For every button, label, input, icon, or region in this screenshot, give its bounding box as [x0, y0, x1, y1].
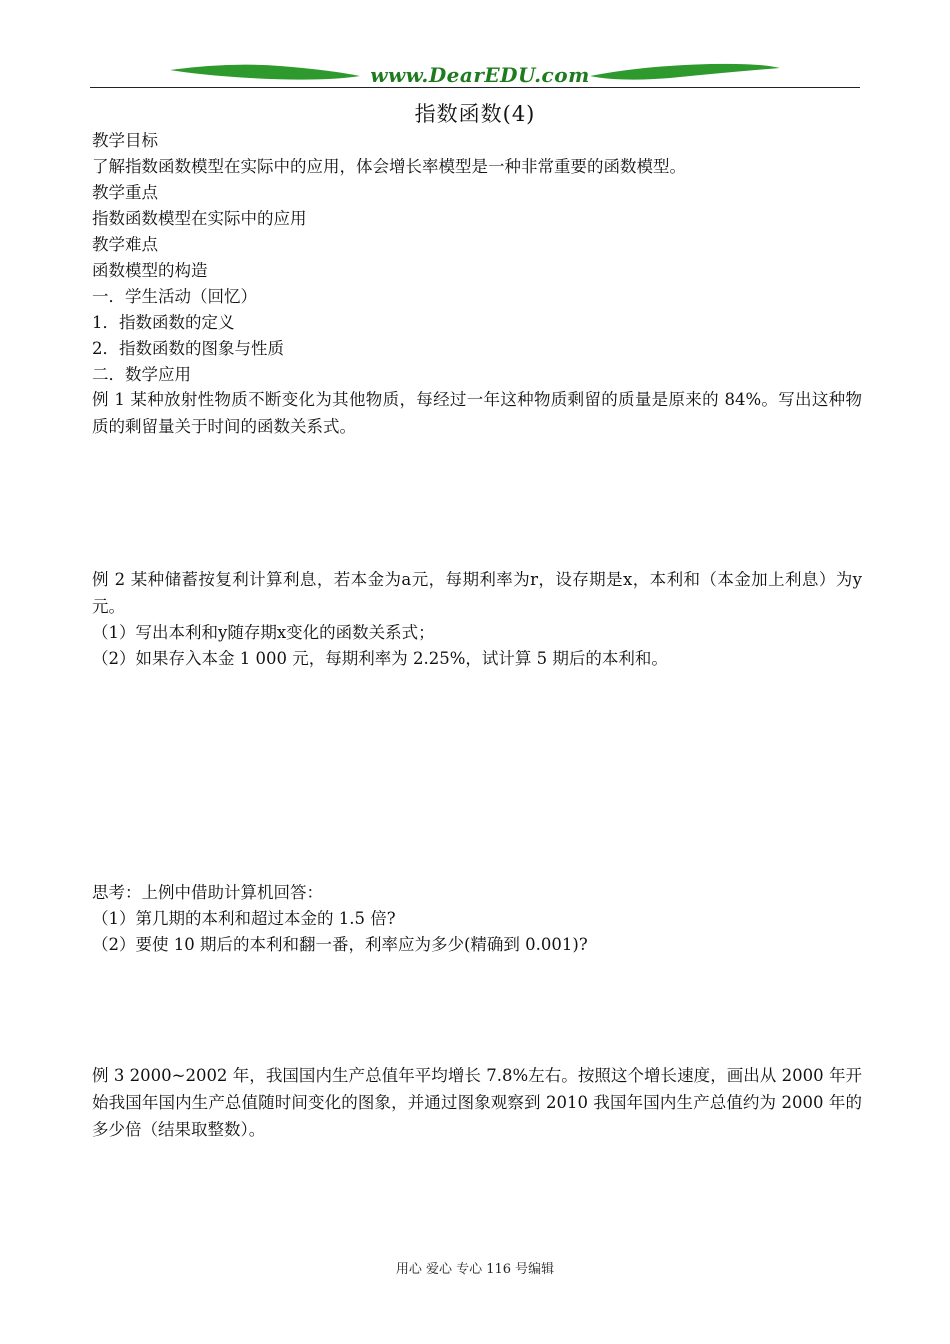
think-question-2: （2）要使 10 期后的本利和翻一番，利率应为多少(精确到 0.001)?	[92, 935, 588, 954]
header-divider	[90, 87, 860, 88]
goal-text: 了解指数函数模型在实际中的应用，体会增长率模型是一种非常重要的函数模型。	[92, 157, 686, 176]
activity-item-1: 1．指数函数的定义	[92, 313, 235, 332]
goal-heading: 教学目标	[92, 131, 158, 150]
difficulty-heading: 教学难点	[92, 235, 158, 254]
example-3: 例 3 2000~2002 年，我国国内生产总值年平均增长 7.8%左右。按照这个增长速度，画出从 2000 年开始我国年国内生产总值随时间变化的图象，并通过图象观察到 2010 我国年国内生产总值约为 2000 年的多少倍（结果取整数）。	[92, 1066, 862, 1139]
page-footer: 用心 爱心 专心 116 号编辑	[395, 1262, 555, 1277]
application-heading: 二．数学应用	[92, 365, 191, 384]
page-title: 指数函数(4)	[414, 102, 536, 126]
focus-heading: 教学重点	[92, 183, 158, 202]
page-header	[90, 60, 860, 90]
think-heading: 思考：上例中借助计算机回答：	[92, 883, 323, 902]
think-question-1: （1）第几期的本利和超过本金的 1.5 倍?	[92, 909, 396, 928]
logo-text: www.DearEDU.com	[370, 63, 590, 87]
example-2: 例 2 某种储蓄按复利计算利息，若本金为a元，每期利率为r，设存期是x，本利和（本金加上利息）为y元。	[92, 570, 862, 616]
difficulty-text: 函数模型的构造	[92, 261, 208, 280]
example-2-question-1: （1）写出本利和y随存期x变化的函数关系式；	[92, 623, 435, 642]
activity-heading: 一．学生活动（回忆）	[92, 287, 257, 306]
example-2-question-2: （2）如果存入本金 1 000 元，每期利率为 2.25%，试计算 5 期后的本利和。	[92, 649, 668, 668]
example-1: 例 1 某种放射性物质不断变化为其他物质，每经过一年这种物质剩留的质量是原来的 84%。写出这种物质的剩留量关于时间的函数关系式。	[92, 390, 862, 436]
focus-text: 指数函数模型在实际中的应用	[92, 209, 307, 228]
activity-item-2: 2．指数函数的图象与性质	[92, 339, 284, 358]
